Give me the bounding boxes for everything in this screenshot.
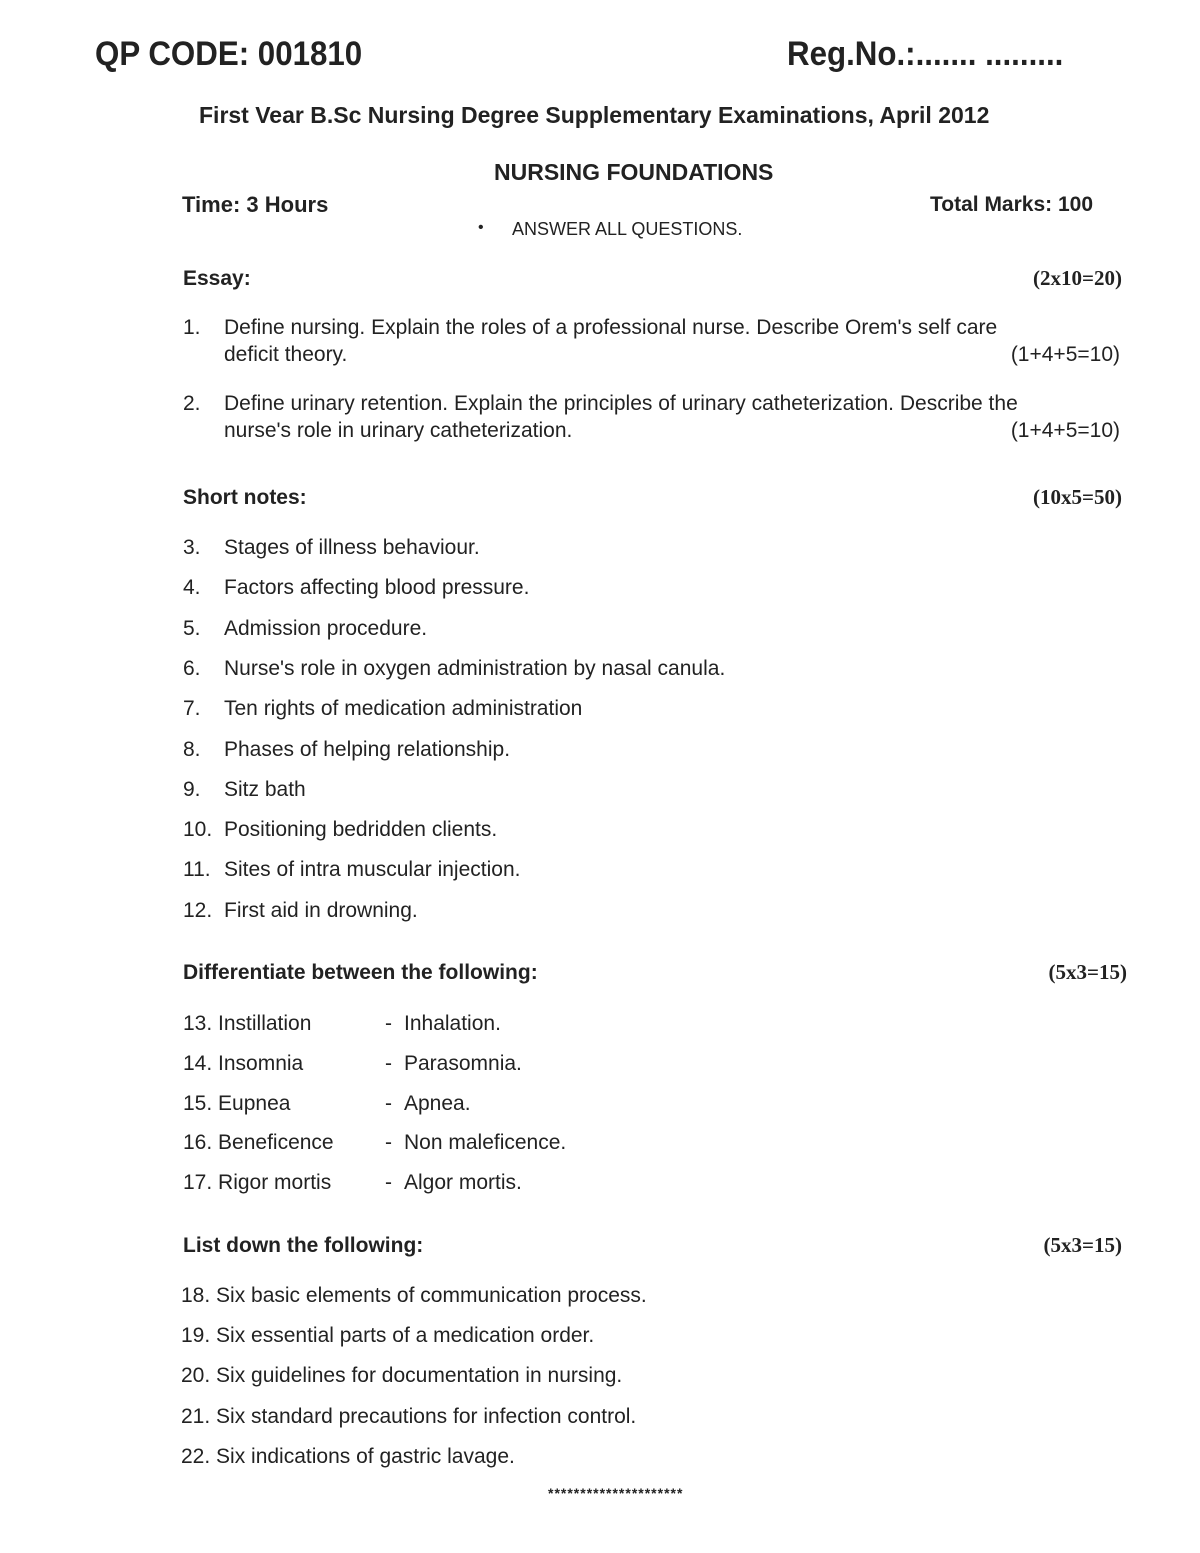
question-number: 2. (183, 392, 201, 415)
end-stars: ********************* (548, 1485, 684, 1501)
question-item: 21. Six standard precautions for infection control. (181, 1404, 637, 1428)
question-marks: (1+4+5=10) (1010, 419, 1120, 442)
question-term-right: Algor mortis. (404, 1171, 522, 1195)
question-text: Sites of intra muscular injection. (224, 858, 521, 882)
section-heading-essay: Essay: (183, 267, 251, 290)
question-text: Positioning bedridden clients. (224, 818, 498, 842)
question-number: 12. (183, 898, 213, 922)
question-term-left: 14. Insomnia (183, 1051, 304, 1075)
question-item: 18. Six basic elements of communication process. (181, 1284, 647, 1307)
section-marks-short-notes: (10x5=50) (1033, 485, 1122, 509)
question-number: 5. (183, 616, 201, 640)
question-number: 3. (183, 536, 201, 559)
exam-title: First Vear B.Sc Nursing Degree Supplementary Examinations, April 2012 (199, 102, 990, 128)
question-term-left: 15. Eupnea (183, 1091, 291, 1115)
section-marks-list-down: (5x3=15) (1043, 1233, 1122, 1257)
instruction: ANSWER ALL QUESTIONS. (512, 219, 743, 239)
separator: - (385, 1012, 392, 1035)
exam-time: Time: 3 Hours (182, 192, 329, 217)
question-text: Define nursing. Explain the roles of a professional nurse. Describe Orem's self care (224, 316, 998, 339)
question-text: Define urinary retention. Explain the principles of urinary catheterization. Describe the (224, 392, 1018, 415)
question-text: deficit theory. (224, 343, 348, 366)
question-text: Ten rights of medication administration (224, 697, 583, 721)
question-term-right: Inhalation. (404, 1012, 501, 1035)
question-term-left: 16. Beneficence (183, 1131, 334, 1155)
question-number: 1. (183, 316, 201, 339)
separator: - (385, 1051, 392, 1075)
section-marks-differentiate: (5x3=15) (1048, 960, 1127, 984)
question-term-left: 17. Rigor mortis (183, 1171, 332, 1195)
question-text: nurse's role in urinary catheterization. (224, 419, 573, 442)
separator: - (385, 1131, 392, 1155)
question-number: 9. (183, 777, 201, 801)
question-marks: (1+4+5=10) (1010, 343, 1120, 366)
section-heading-list-down: List down the following: (183, 1234, 424, 1257)
section-marks-essay: (2x10=20) (1033, 266, 1122, 290)
question-text: First aid in drowning. (224, 898, 418, 922)
qp-code: QP CODE: 001810 (95, 35, 363, 73)
question-term-right: Parasomnia. (404, 1051, 522, 1075)
question-text: Factors affecting blood pressure. (224, 576, 530, 600)
section-heading-short-notes: Short notes: (183, 486, 307, 509)
question-number: 6. (183, 656, 201, 680)
separator: - (385, 1091, 392, 1115)
reg-no: Reg.No.:....... ......... (787, 35, 1064, 73)
question-item: 22. Six indications of gastric lavage. (181, 1444, 515, 1468)
question-item: 19. Six essential parts of a medication order. (181, 1324, 595, 1348)
separator: - (385, 1171, 392, 1195)
question-text: Admission procedure. (224, 616, 428, 640)
question-text: Nurse's role in oxygen administration by nasal canula. (224, 656, 726, 680)
question-number: 4. (183, 576, 201, 600)
question-text: Stages of illness behaviour. (224, 536, 480, 559)
question-item: 20. Six guidelines for documentation in nursing. (181, 1364, 623, 1388)
question-number: 7. (183, 697, 201, 721)
bullet-icon: • (478, 219, 484, 236)
question-term-right: Non maleficence. (404, 1131, 567, 1155)
subject-title: NURSING FOUNDATIONS (494, 159, 774, 185)
question-term-right: Apnea. (404, 1091, 471, 1115)
question-term-left: 13. Instillation (183, 1012, 312, 1035)
question-number: 10. (183, 818, 213, 842)
total-marks: Total Marks: 100 (930, 193, 1094, 216)
section-heading-differentiate: Differentiate between the following: (183, 961, 538, 984)
question-text: Phases of helping relationship. (224, 737, 511, 761)
question-number: 8. (183, 737, 201, 761)
question-number: 11. (183, 858, 211, 882)
question-text: Sitz bath (224, 777, 306, 801)
